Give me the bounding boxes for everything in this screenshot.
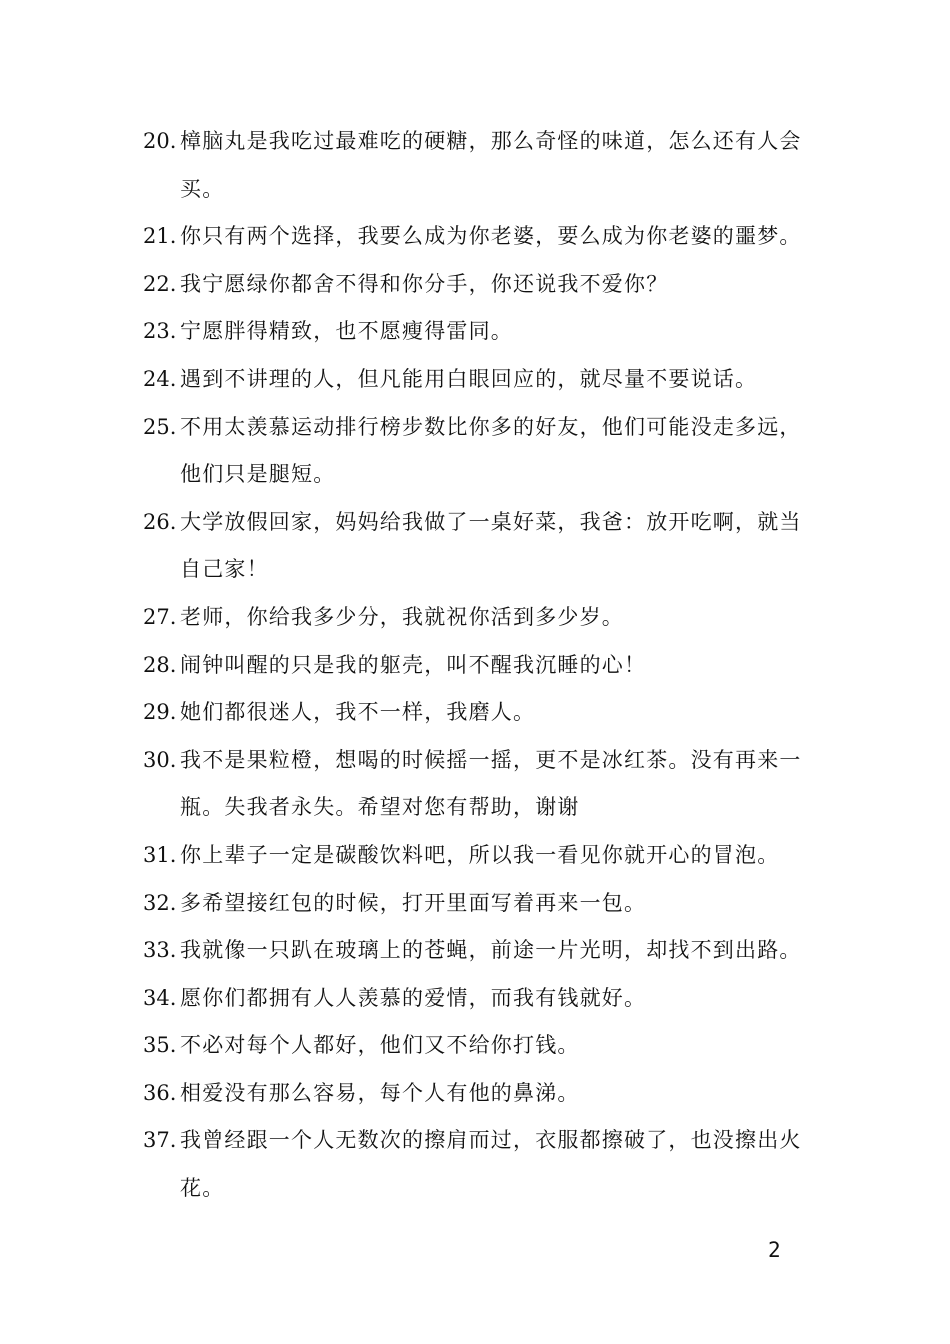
item-text: 老师，你给我多少分，我就祝你活到多少岁。: [180, 604, 624, 629]
item-number: 30.: [143, 747, 177, 772]
item-text: 不用太羡慕运动排行榜步数比你多的好友，他们可能没走多远，他们只是腿短。: [180, 414, 802, 487]
list-item: [143, 737, 813, 832]
list-item: [143, 261, 813, 309]
item-text: 你只有两个选择，我要么成为你老婆，要么成为你老婆的噩梦。: [180, 224, 802, 249]
item-number: 25.: [143, 414, 177, 439]
item-number: 26.: [143, 509, 177, 534]
list-item: [143, 880, 813, 928]
item-text: 闹钟叫醒的只是我的躯壳，叫不醒我沉睡的心！: [180, 652, 647, 677]
list-item: [143, 1117, 813, 1212]
list-item: [143, 927, 813, 975]
list-item: [143, 975, 813, 1023]
item-number: 36.: [143, 1080, 177, 1105]
item-number: 35.: [143, 1033, 177, 1058]
item-number: 29.: [143, 700, 177, 725]
list-item: [143, 308, 813, 356]
item-text: 遇到不讲理的人，但凡能用白眼回应的，就尽量不要说话。: [180, 366, 758, 391]
item-text: 你上辈子一定是碳酸饮料吧，所以我一看见你就开心的冒泡。: [180, 842, 780, 867]
list-item: [143, 499, 813, 594]
list-item: [143, 1070, 813, 1118]
item-number: 32.: [143, 890, 177, 915]
item-number: 27.: [143, 604, 177, 629]
item-text: 我曾经跟一个人无数次的擦肩而过，衣服都擦破了，也没擦出火花。: [180, 1128, 802, 1201]
list-item: [143, 356, 813, 404]
list-item: [143, 1022, 813, 1070]
item-text: 多希望接红包的时候，打开里面写着再来一包。: [180, 890, 647, 915]
item-number: 23.: [143, 319, 177, 344]
page-number: 2: [768, 1238, 781, 1262]
joke-list: [143, 118, 813, 1213]
item-number: 28.: [143, 652, 177, 677]
list-item: [143, 642, 813, 690]
item-text: 我不是果粒橙，想喝的时候摇一摇，更不是冰红茶。没有再来一瓶。失我者永失。希望对您有帮助，谢谢: [180, 747, 802, 820]
item-text: 樟脑丸是我吃过最难吃的硬糖，那么奇怪的味道，怎么还有人会买。: [180, 129, 802, 201]
item-number: 34.: [143, 985, 177, 1010]
item-number: 24.: [143, 366, 177, 391]
item-text: 她们都很迷人，我不一样，我磨人。: [180, 700, 536, 725]
item-number: 31.: [143, 842, 177, 867]
item-text: 愿你们都拥有人人羡慕的爱情，而我有钱就好。: [180, 985, 647, 1010]
item-text: 我就像一只趴在玻璃上的苍蝇，前途一片光明，却找不到出路。: [180, 938, 802, 963]
list-item: [143, 832, 813, 880]
item-text: 我宁愿绿你都舍不得和你分手，你还说我不爱你？: [180, 271, 669, 296]
item-text: 大学放假回家，妈妈给我做了一桌好菜，我爸：放开吃啊，就当自己家！: [180, 509, 802, 582]
list-item: [143, 689, 813, 737]
item-number: 37.: [143, 1128, 177, 1153]
item-number: 22.: [143, 271, 177, 296]
item-number: 20.: [143, 129, 177, 153]
list-item: [143, 594, 813, 642]
item-number: 21.: [143, 224, 177, 249]
item-text: 相爱没有那么容易，每个人有他的鼻涕。: [180, 1080, 580, 1105]
item-number: 33.: [143, 938, 177, 963]
item-text: 宁愿胖得精致，也不愿瘦得雷同。: [180, 319, 513, 344]
list-item: [143, 118, 813, 213]
item-text: 不必对每个人都好，他们又不给你打钱。: [180, 1033, 580, 1058]
list-item: [143, 404, 813, 499]
list-item: [143, 213, 813, 261]
